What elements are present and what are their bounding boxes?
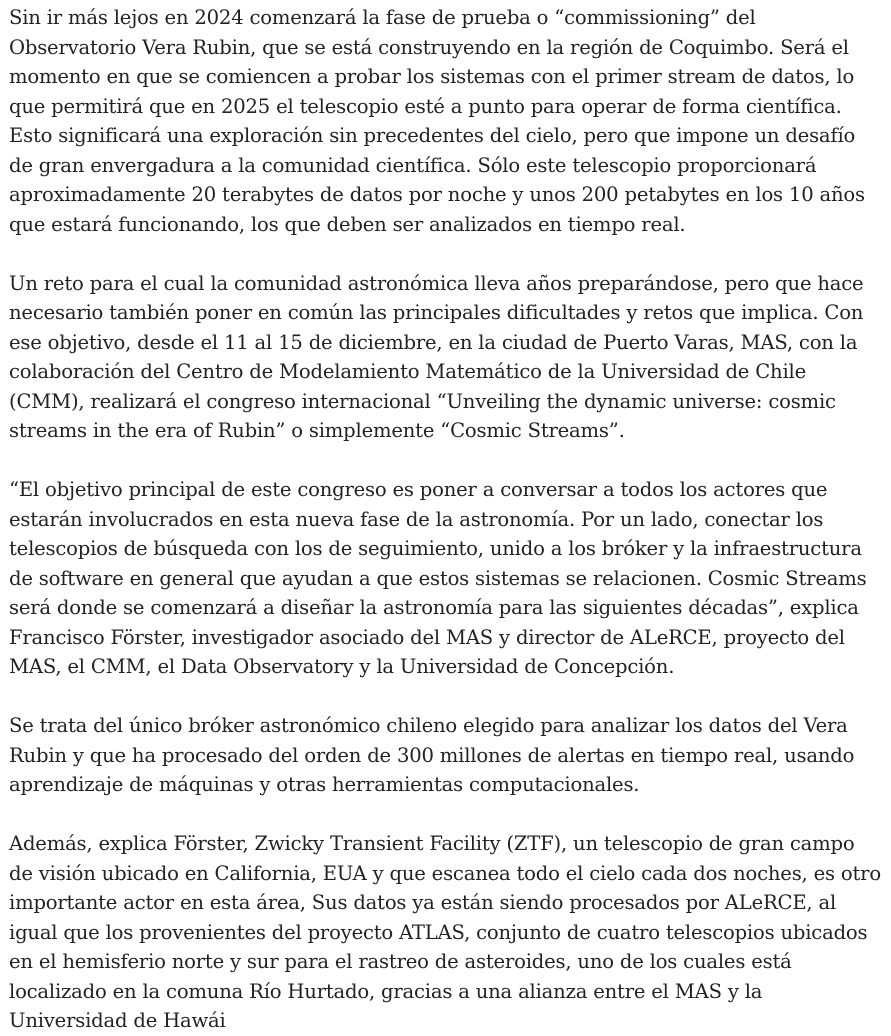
article-paragraph: Un reto para el cual la comunidad astronómica lleva años preparándose, pero que hace necesario también poner en común las principales dificultades y retos que implica. Con ese objetivo, desde el 11 al 15 de diciembre, en la ciudad de Puerto Varas, MAS, con la colaboración del Centro de Modelamiento Matemático de la Universidad de Chile (CMM), realizará el congreso internacional “Unveiling the dynamic universe: cosmic streams in the era of Rubin” o simplemente “Cosmic Streams”. [9, 271, 864, 442]
article-paragraph: Sin ir más lejos en 2024 comenzará la fase de prueba o “commissioning” del Observatorio Vera Rubin, que se está construyendo en la región de Coquimbo. Será el momento en que se comiencen a probar los sistemas con el primer stream de datos, lo que permitirá que en 2025 el telescopio esté a punto para operar de forma científica. Esto significará una exploración sin precedentes del cielo, pero que impone un desafío de gran envergadura a la comunidad científica. Sólo este telescopio proporcionará aproximadamente 20 terabytes de datos por noche y unos 200 petabytes en los 10 años que estará funcionando, los que deben ser analizados en tiempo real. [9, 6, 865, 236]
article-paragraph: “El objetivo principal de este congreso es poner a conversar a todos los actores que estarán involucrados en esta nueva fase de la astronomía. Por un lado, conectar los telescopios de búsqueda con los de seguimiento, unido a los bróker y la infraestructura de software en general que ayudan a que estos sistemas se relacionen. Cosmic Streams será donde se comenzará a diseñar la astronomía para las siguientes décadas”, explica Francisco Förster, investigador asociado del MAS y director de ALeRCE, proyecto del MAS, el CMM, el Data Observatory y la Universidad de Concepción. [9, 478, 867, 678]
article-paragraph: Además, explica Förster, Zwicky Transient Facility (ZTF), un telescopio de gran campo de visión ubicado en California, EUA y que escanea todo el cielo cada dos noches, es otro importante actor en esta área, Sus datos ya están siendo procesados por ALeRCE, al igual que los provenientes del proyecto ATLAS, conjunto de cuatro telescopios ubicados en el hemisferio norte y sur para el rastreo de asteroides, uno de los cuales está localizado en la comuna Río Hurtado, gracias a una alianza entre el MAS y la Universidad de Hawái [9, 832, 881, 1032]
article-paragraph: Se trata del único bróker astronómico chileno elegido para analizar los datos del Vera Rubin y que ha procesado del orden de 300 millones de alertas en tiempo real, usando aprendizaje de máquinas y otras herramientas computacionales. [9, 714, 855, 796]
